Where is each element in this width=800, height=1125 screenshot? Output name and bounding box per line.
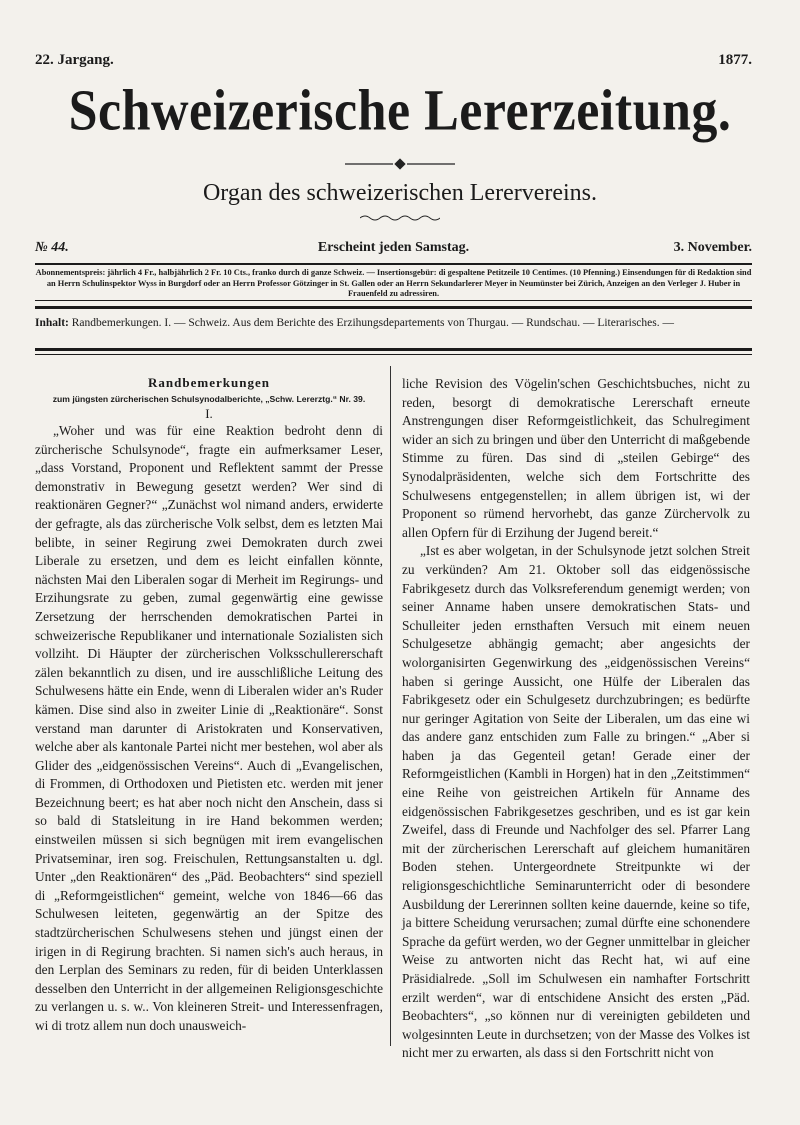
ornament-divider <box>345 158 455 170</box>
year-label: 1877. <box>718 52 752 68</box>
masthead-subtitle: Organ des schweizerischen Lerervereins. <box>202 180 598 206</box>
subscription-info: Abonnementspreis: jährlich 4 Fr., halbjährlich 2 Fr. 10 Cts., franko durch di ganze Schweiz. — Insertionsgebür: di gespaltene Petitzeile 10 Centimes. (10 Pfenning.) Einsendungen für di Redaktion sind an Herrn Schulinspektor Wyss in Burgdorf oder an Herrn Professor Götzinger in St. Gallen oder an Herrn Sekundarlerer Meyer in Neumünster bei Zürich, Anzeigen an den Verleger J. Huber in Frauenfeld zu adressiren. <box>35 268 752 298</box>
wave-ornament <box>360 214 440 222</box>
rule-thin-1 <box>35 300 752 301</box>
paragraph: „Ist es aber wolgetan, in der Schulsynode jetzt solchen Streit zu verkünden? Am 21. Oktober soll das eidgenössische Fabrikgesetz durch das Volksreferendum genemigt werden; von seiner Anname haben unsere demokratischen Stats- und Schulleiter jeden ernsthaften Versuch mit einem neuen Schulgesetze abhängig gemacht; aber angesichts der wolorganisirten Gegenwirkung des „eidgenössischen Vereins“ haben si geringe Aussicht, one Hülfe der Liberalen das Fabrikgesetz oder ein Schulgesetz durchzubringen; es bedürfte nur geringer Agitation von Seite der Liberalen, um das eine wi das andere ganz entschiden zum Falle zu bringen.“ „Aber si haben ja das Gegenteil getan! Gerade einer der Reformgeistlichen (Kambli in Horgen) hat in den „Zeitstimmen“ eine Reihe von geistreichen Artikeln für Anname des eidgenössischen Fabrikgesetzes geschriben, und es ist gar kein Zweifel, dass di Freunde und Nachfolger des sel. Pfarrer Lang mit der zürcherischen Lererschaft auf gleichem humanitären Boden stehen. Untergeordnete Streitpunkte wi der religionsgeschichtliche Seminarunterricht oder di besondere Ausbildung der Lererinnen sollten keine dauernde, keine so tife, ja bittere Scheidung verursachen; zumal dürfte eine schonendere Sprache da gefürt werden, wo der Gegner unmittelbar in gleicher Weise zu antworten nicht das Recht hat, wi auf eine Präsidialrede. „Soll im Schulwesen ein namhafter Fortschritt erzilt werden“, war di entschidene Ansicht des ersten „Päd. Beobachters“, „so können nur di vereinigten gebildeten und wolgesinnten Leute in durchsetzen; von der Masse des Volkes ist nicht mer zu erwarten, als dass si den Fortschritt nicht von <box>402 543 750 1061</box>
left-column <box>35 375 383 1036</box>
issue-number: № 44. <box>35 240 69 255</box>
article-title: Randbemerkungen <box>148 375 270 390</box>
article-part-number: I. <box>205 406 213 421</box>
rule-thick-1 <box>35 306 752 309</box>
top-line <box>35 52 752 72</box>
masthead-title: Schweizerische Lererzeitung. <box>68 79 732 143</box>
article-subtitle: zum jüngsten zürcherischen Schulsynodalberichte, „Schw. Lererztg.“ Nr. 39. <box>52 394 366 404</box>
issue-date: 3. November. <box>673 240 752 255</box>
contents-label: Inhalt: <box>35 317 69 329</box>
column-divider <box>390 366 391 1046</box>
table-of-contents <box>35 316 752 331</box>
rule-thin-2 <box>35 354 752 355</box>
contents-text: Randbemerkungen. I. — Schweiz. Aus dem Berichte des Erzihungsdepartements von Thurgau. — Rundschau. — Literarisches. — <box>68 317 674 329</box>
volume-label: 22. Jargang. <box>35 52 114 68</box>
rule-thick-2 <box>35 348 752 351</box>
right-column <box>402 375 750 1063</box>
issue-info-line <box>35 240 752 260</box>
paragraph: liche Revision des Vögelin'schen Geschichtsbuches, nicht zu reden, besorgt di demokratische Lererschaft erneute Anstrengungen diser Reformgeistlichkeit, das Schulregiment wider an sich zu bringen und über den Unterricht di maßgebende Stimme zu füren. Das sind di „steilen Gebirge“ des Synodalpräsidenten, welche sich dem Fortschritte des Schulwesens entgegenstellen; in allem übrigen ist, wi der Proponent so rümend hervorhebt, das ganze Zürchervolk zu allen Opfern für di Erzihung der Jugend bereit.“ <box>402 376 750 540</box>
publication-schedule: Erscheint jeden Samstag. <box>317 240 470 255</box>
rule-top <box>35 263 752 265</box>
paragraph: „Woher und was für eine Reaktion bedroht denn di zürcherische Schulsynode“, fragte ein aufmerksamer Leser, „dass Vorstand, Proponent und Reflektent sammt der Presse demonstrativ in Bewegung gesetzt werden? Wer sind di reaktionären Gegner?“ „Zunächst wol nimand anders, erwiderte der gefragte, als das zürcherische Volk selbst, dem es letzten Mai belibte, in seiner Regirung zwei Demokraten durch zwei Liberale zu ersetzen, und dem es leicht einfallen könnte, nächsten Mai den Liberalen sogar di Merheit im Regirungs- und Erzihungsrate zu geben, zumal gegenwärtig eine gewisse Zersetzung der herrschenden demokratischen Partei in schweizerische Republikaner und internationale Sozialisten sich vollziht. Di Häupter der zürcherischen Volksschullererschaft zälen bekanntlich zu disen, und ire ausschlißliche Leitung des Schulwesens hätte ein Ende, wenn di Liberalen wider an's Ruder kämen. Dise sind also in zweiter Linie di „Reaktionäre“. Sonst verstand man darunter di Aristokraten und Konservativen, welche aber als kantonale Partei nicht mer bestehen, wol aber als Glider des „eidgenössischen Vereins“. Auch di „Evangelischen, di Frommen, di Orthodoxen und Pietisten etc. werden mit jener Bezeichnung beert; es hat aber noch nicht den Anschein, dass si so bald di Statsleitung in ire Hand bekommen werden; einstweilen müssen si sich begnügen mit irem evangelischen Privatseminar, iren sog. Freischulen, Rettungsanstalten u. dgl. Unter „den Reaktionären“ des „Päd. Beobachters“ sind speziell di „Reformgeistlichen“ gemeint, welche von 1846—66 das Schulwesen leiteten, gegenwärtig an der Spitze des stadtzürcherischen Schulwesens stehen und jüngst einen der irigen in di Regirung brachten. Si namen sich's auch heraus, in den Lerplan des Seminars zu reden, für di beiden Unterklassen desselben den Unterricht in der allgemeinen Religionsgeschichte zu verlangen u. s. w.. Von kleineren Streit- und Interessenfragen, wi di trotz allem nun doch unausweich- <box>35 423 383 1033</box>
